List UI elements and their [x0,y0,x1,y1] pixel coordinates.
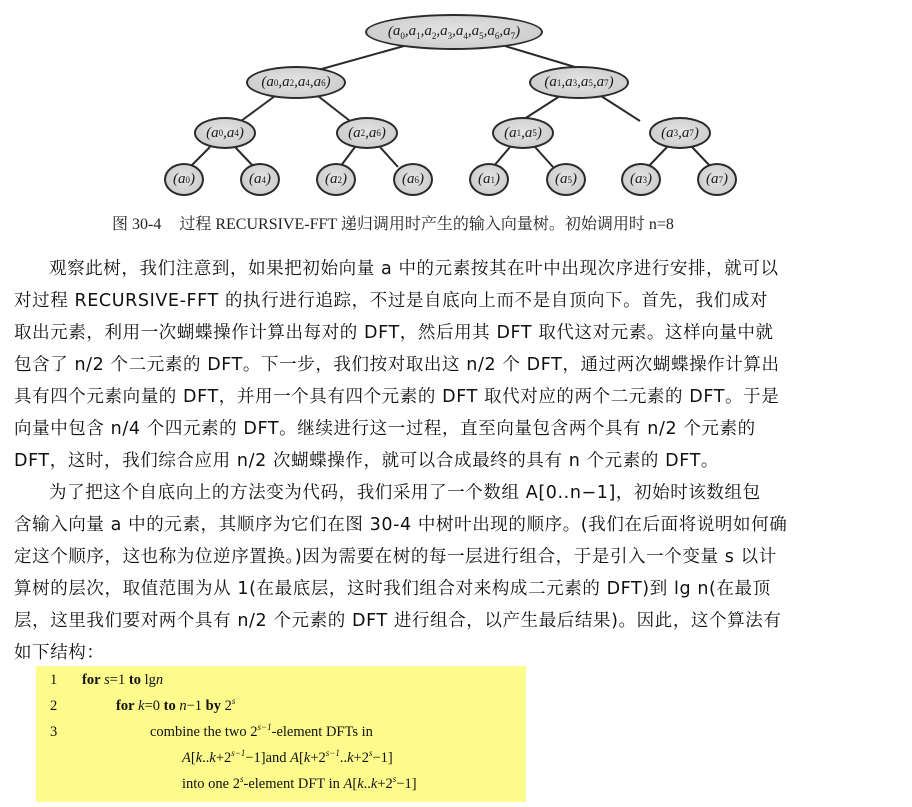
keyword-to: to [163,698,176,714]
tree-node-odd: (a 1 ,a 3 ,a 5 ,a 7 ) [529,66,629,99]
var-k: k [357,776,364,792]
value: 2 [232,776,240,792]
text-line: 对过程 RECURSIVE-FFT 的执行进行追踪，不过是自底向上而不是自顶向下。首先，我们成对 [14,291,768,311]
range-dots: .. [202,750,210,766]
text-line: 向量中包含 n/4 个四元素的 DFT。继续进行这一过程，直至向量包含两个具有 n/2 个元素的 [14,419,756,439]
figure-caption-text: 过程 RECURSIVE-FFT 递归调用时产生的输入向量树。初始调用时 n=8 [179,216,674,233]
tree-leaf-a0: (a 0 ) [164,163,204,196]
bracket: [ [299,750,304,766]
line-number: 2 [50,698,58,714]
bracket: [ [352,776,358,792]
tree-leaf-a5: (a 5 ) [546,163,586,196]
value: +2 [310,750,326,766]
exponent: s [231,696,236,707]
keyword-for: for [116,698,135,714]
text-line: 具有四个元素向量的 DFT，并用一个具有四个元素的 DFT 取代对应的两个二元素的 DFT。于是 [14,387,780,407]
exponent: s−1 [257,722,272,733]
exponent: s [240,774,244,785]
pseudocode-block [36,666,526,802]
value: −1] [245,750,266,766]
text-line: 定这个顺序，这也称为位逆序置换。)因为需要在树的每一层进行组合，于是引入一个变量 s 以计 [14,547,777,567]
text-line: 如下结构： [14,643,105,663]
text-line: 观察此树，我们注意到，如果把初始向量 a 中的元素按其在叶中出现次序进行安排，就可以 [49,259,779,279]
tree-leaf-a3: (a 3 ) [621,163,661,196]
var-s: s [104,672,110,688]
keyword-for: for [82,672,101,688]
var-k: k [370,776,378,792]
bracket: [ [190,750,196,766]
var-n: n [179,698,187,714]
paragraph-1 [14,253,902,477]
text-line: DFT，这时，我们综合应用 n/2 次蝴蝶操作，就可以合成最终的具有 n 个元素的 DFT。 [14,451,719,471]
func-lg: lg [144,672,156,688]
value: =1 [109,672,126,688]
recursion-tree-figure [0,0,912,205]
tree-leaf-a4: (a 4 ) [240,163,280,196]
value: −1] [396,776,417,792]
var-k: k [138,698,145,714]
value: 2 [250,724,258,740]
code-text: -element DFT in [243,776,344,792]
range-dots: .. [363,776,371,792]
tree-node-root: ( $a_0,a_1,a_2,a_3,a_4,a_5,a_6,a_7$ ) [365,14,543,50]
line-number: 3 [50,724,58,740]
exponent: s [392,774,397,785]
var-k: k [209,750,216,766]
var-A: A [290,750,300,766]
var-A: A [182,750,191,766]
text-line: 包含了 n/2 个二元素的 DFT。下一步，我们按对取出这 n/2 个 DFT，通过两次蝴蝶操作计算出 [14,355,780,375]
exponent: s−1 [231,748,246,759]
value: +2 [215,750,232,766]
text-line: 为了把这个自底向上的方法变为代码，我们采用了一个数组 A[0..n−1]，初始时该数组包 [49,483,761,503]
value: +2 [377,776,393,792]
keyword-by: by [205,698,221,714]
code-text: combine the two [150,724,251,740]
value: −1 [186,698,203,714]
line-number: 1 [50,672,58,688]
var-A: A [343,776,353,792]
code-line-3-cont-1 [182,750,393,767]
exponent: s [368,748,373,759]
exponent: s−1 [325,748,340,759]
value: 2 [224,698,232,714]
tree-leaf-a7: (a 7 ) [697,163,737,196]
range-dots: .. [339,750,348,766]
tree-node-a1-a5: (a 1 ,a 5 ) [492,117,554,149]
figure-caption [112,211,674,234]
keyword-to: to [128,672,141,688]
var-n: n [155,672,164,688]
text-line: 取出元素，利用一次蝴蝶操作计算出每对的 DFT，然后用其 DFT 取代这对元素。这样向量中就 [14,323,774,343]
text-line: 层，这里我们要对两个具有 n/2 个元素的 DFT 进行组合，以产生最后结果)。因此，这个算法有 [14,611,782,631]
var-k: k [347,750,354,766]
text-line: 算树的层次，取值范围为从 1(在最底层，这时我们组合对来构成二元素的 DFT)到 lg n(在最顶 [14,579,771,599]
tree-node-even: (a 0 ,a 2 ,a 4 ,a 6 ) [246,66,346,99]
value: +2 [353,750,369,766]
code-text: -element DFTs in [271,724,373,740]
paragraph-2 [14,477,902,669]
value: −1] [372,750,393,766]
code-text: into one [182,776,233,792]
figure-number: 图 30-4 [112,216,162,233]
code-text: and [265,750,291,766]
value: =0 [144,698,161,714]
tree-leaf-a2: (a 2 ) [316,163,356,196]
var-k: k [303,750,311,766]
tree-leaf-a6: (a 6 ) [393,163,433,196]
tree-node-a2-a6: (a 2 ,a 6 ) [336,117,398,149]
tree-node-a0-a4: (a 0 ,a 4 ) [194,117,256,149]
tree-node-a3-a7: (a 3 ,a 7 ) [649,117,711,149]
tree-leaf-a1: (a 1 ) [469,163,509,196]
code-line-3-cont-2 [182,776,417,793]
text-line: 含输入向量 a 中的元素，其顺序为它们在图 30-4 中树叶出现的顺序。(我们在后面将说明如何确 [14,515,788,535]
var-k: k [195,750,203,766]
